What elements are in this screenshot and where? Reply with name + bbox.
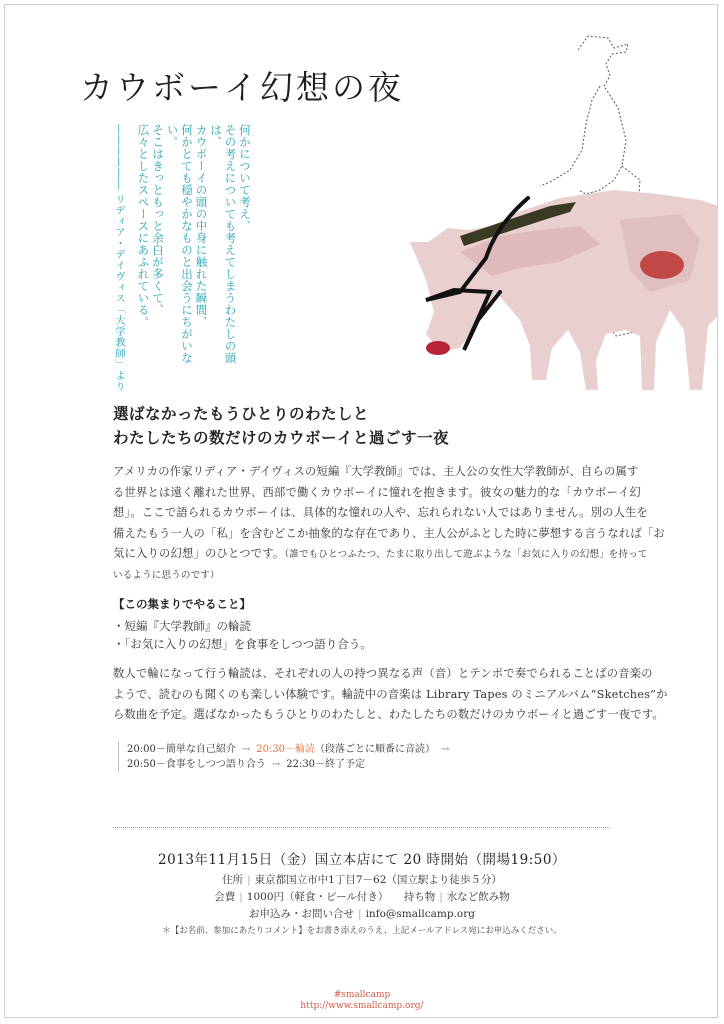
schedule [118,742,455,772]
bring-value: 水など飲み物 [446,891,510,903]
activities-title: 【この集まりでやること】 [113,597,251,611]
arrow-icon: → [441,744,450,755]
application-note: ＊【お名前、参加にあたりコメント】をお書き添えのうえ、上記メールアドレス宛にお申込みください。 [162,926,562,936]
page-title: カウボーイ幻想の夜 [80,68,404,107]
fee-label: 会費 [214,891,236,903]
intro-line: る世界とは遠く離れた世界、西部で働くカウボーイに憧れを抱きます。彼女の魅力的な「カウボーイ幻 [113,485,641,499]
vertical-quote [136,124,252,364]
cowboy-horse-illustration [400,30,718,400]
fee-value: 1000円（軽食・ビール付き） [246,891,389,903]
footer [0,990,724,1012]
quote-line: 何かとても穏やかなものと出会うにちがいない。 [165,124,194,364]
intro-aside-line: いるように思うのです） [113,569,220,581]
quote-line: 広々としたスペースにあふれている。 [136,124,151,328]
body-line: ようで、読むのも聞くのも楽しい体験です。輪読中の音楽は Library Tapes のミニアルバム“Sketches”か [113,687,668,701]
bring-label: 持ち物 [403,891,436,903]
intro-aside: （誰でもひとつふたつ、たまに取り出して遊ぶような「お気に入りの幻想」を持って [284,549,648,560]
reading-paragraph [113,664,668,726]
headline-line: 選ばなかったもうひとりのわたしと [113,404,370,423]
schedule-item-highlight: 20:30－輪読 [256,744,316,755]
schedule-item: 20:00－簡単な自己紹介 [127,744,236,755]
contact-row [0,906,724,921]
dotted-divider [113,827,610,828]
body-line: 数人で輪になって行う輪読は、それぞれの人の持つ異なる声（音）とテンポで奏でられることばの音楽の [113,667,653,680]
address-row [0,872,724,887]
list-item: ・「お気に入りの幻想」を食事をしつつ語り合う。 [113,637,372,651]
schedule-item: 22:30－終了予定 [286,759,366,770]
schedule-row [127,757,455,772]
intro-line: 想」。ここで語られるカウボーイは、具体的な憧れの人や、忘れられない人ではありません。別の人生を [113,506,649,519]
separator: | [239,891,243,903]
body-line: ら数曲を予定。選ばなかったもうひとりのわたしと、わたしたちの数だけのカウボーイと過ごす一夜です。 [113,708,664,721]
intro-line: 備えたもう一人の「私」を含むどこか抽象的な存在であり、主人公がふとした時に夢想する言うなれば「お [113,526,665,540]
attribution-text: リディア・デイヴィス「大学教師」より [113,194,124,393]
attribution-dash: ―――――― [113,124,124,190]
arrow-icon: → [241,744,251,755]
schedule-row [127,742,455,757]
separator: | [439,891,443,903]
schedule-note: （段落ごとに順番に音読） [315,744,436,755]
separator: | [247,874,251,886]
quote-line: そこはきっともっと余白が多くて、 [151,124,165,316]
headline-line: わたしたちの数だけのカウボーイと過ごす一夜 [113,428,450,447]
list-item: ・短編『大学教師』の輪読 [113,619,251,633]
quote-line: 何かについて考え、 [238,124,252,232]
intro-paragraph [113,462,665,586]
contact-label: お申込み・お問い合せ [249,908,355,920]
footer-url-link[interactable]: http://www.smallcamp.org/ [300,1001,424,1011]
activities-list [113,617,372,653]
footer-hashtag[interactable]: #smallcamp [333,990,391,1000]
intro-line-text: 気に入りの幻想」のひとつです。 [113,547,285,560]
schedule-item: 20:50－食事をしつつ語り合う [127,759,266,770]
intro-line: アメリカの作家リディア・デイヴィスの短編『大学教師』では、主人公の女性大学教師が、自らの属す [113,465,639,478]
address-value: 東京都国立市中1丁目7－62（国立駅より徒歩５分） [254,874,502,886]
intro-line [113,544,648,566]
contact-email[interactable]: info@smallcamp.org [365,908,475,920]
headline [113,402,449,450]
address-label: 住所 [222,874,244,886]
separator: | [358,908,362,920]
fee-row [0,889,724,904]
arrow-icon: → [271,759,281,770]
quote-line: その考えについても考えてしまうわたしの頭は、 [209,124,238,364]
quote-line: カウボーイの頭の中身に触れた瞬間、 [194,124,209,328]
quote-attribution [111,124,126,392]
event-datetime: 2013年11月15日（金）国立本店にて 20 時開始（開場19:50） [158,852,566,868]
